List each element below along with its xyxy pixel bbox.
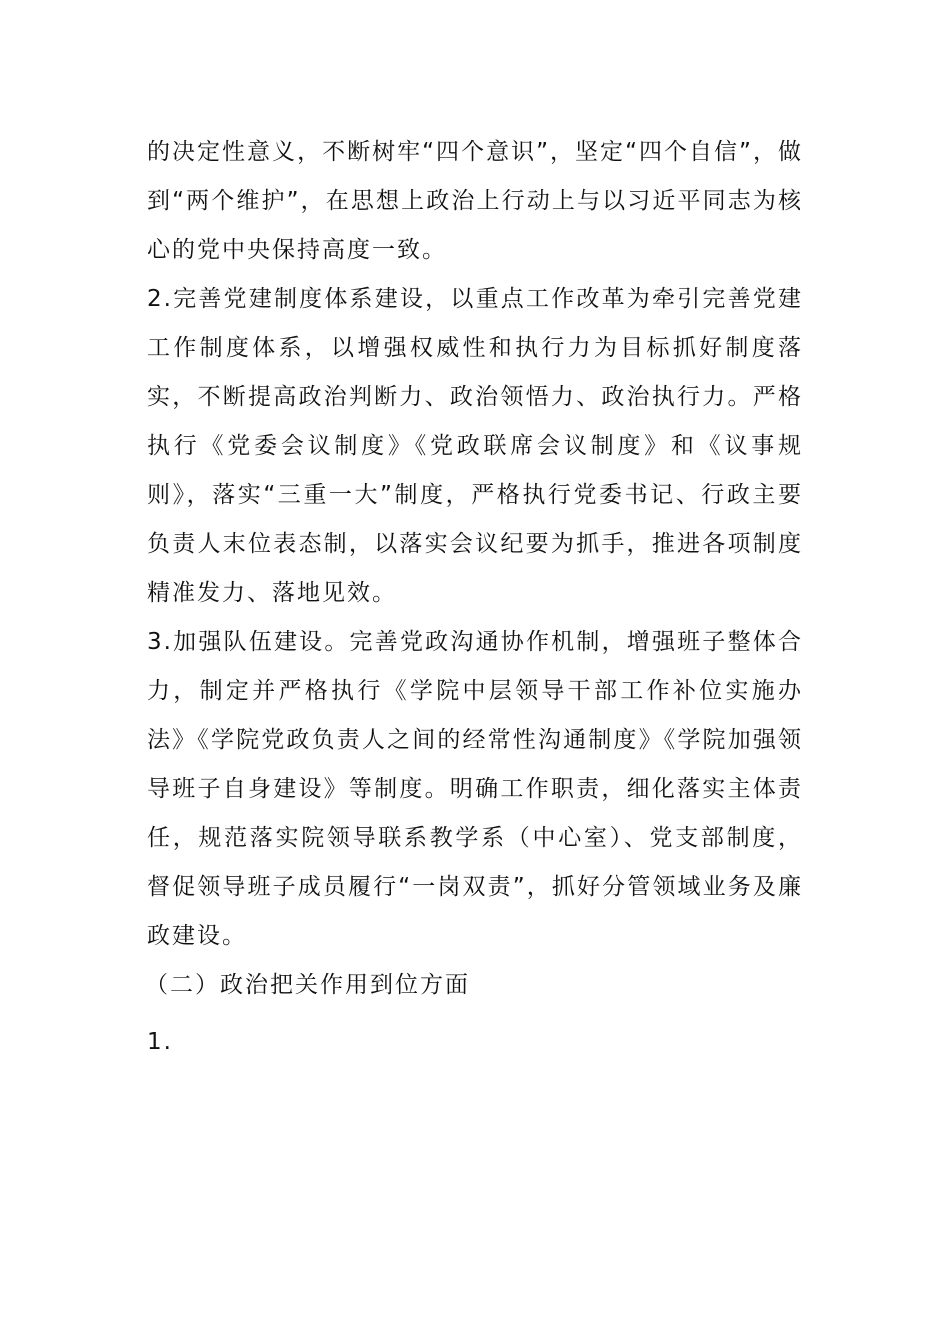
list-item-number: 1. bbox=[147, 1029, 173, 1055]
section-heading: （二）政治把关作用到位方面 bbox=[145, 972, 470, 998]
document-body bbox=[147, 128, 803, 1067]
paragraph-continuation: 的决定性意义，不断树牢“四个意识”，坚定“四个自信”，做到“两个维护”，在思想上政治上行动上与以习近平同志为核心的党中央保持高度一致。 bbox=[147, 139, 803, 263]
paragraph-item-2: 2.完善党建制度体系建设，以重点工作改革为牵引完善党建工作制度体系，以增强权威性和执行力为目标抓好制度落实，不断提高政治判断力、政治领悟力、政治执行力。严格执行《党委会议制度》《党政联席会议制度》和《议事规则》，落实“三重一大”制度，严格执行党委书记、行政主要负责人末位表态制，以落实会议纪要为抓手，推进各项制度精准发力、落地见效。 bbox=[147, 286, 803, 606]
paragraph-item-3: 3.加强队伍建设。完善党政沟通协作机制，增强班子整体合力，制定并严格执行《学院中层领导干部工作补位实施办法》《学院党政负责人之间的经常性沟通制度》《学院加强领导班子自身建设》等制度。明确工作职责，细化落实主体责任，规范落实院领导联系教学系（中心室）、党支部制度，督促领导班子成员履行“一岗双责”，抓好分管领域业务及廉政建设。 bbox=[147, 629, 803, 949]
